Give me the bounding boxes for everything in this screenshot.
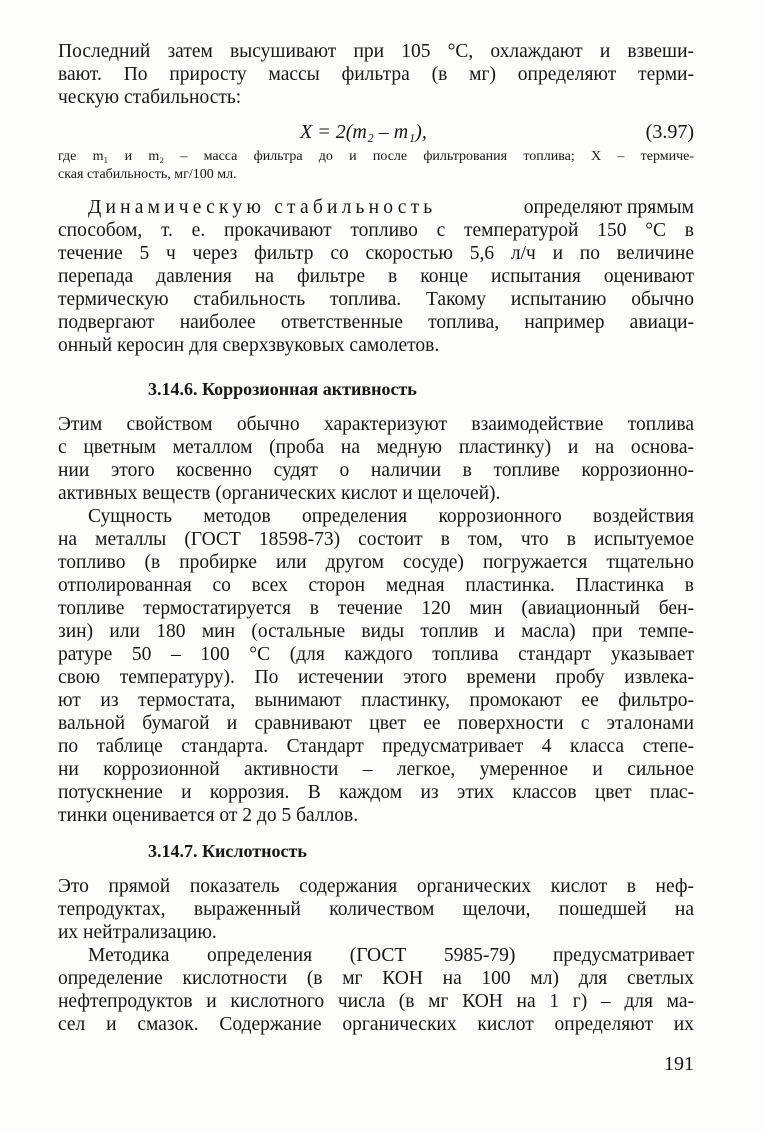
- corrosion-paragraph-1: [58, 413, 694, 505]
- note-line: ская стабильность, мг/100 мл.: [58, 167, 237, 182]
- text-line: тепродуктах, выраженный количеством щелочи, пошедшей на: [58, 899, 694, 920]
- corrosion-paragraph-2: [58, 505, 694, 827]
- text-line: перепада давления на фильтре в конце испытания оценивают: [58, 266, 694, 287]
- text-fragment: определяют прямым: [523, 197, 694, 218]
- text-line: отполированная со всех сторон медная пластинка. Пластинка в: [58, 575, 694, 596]
- text-line: подвергают наиболее ответственные топлива, например авиаци-: [58, 312, 694, 333]
- acidity-paragraph-1: [58, 875, 694, 944]
- text-line: способом, т. е. прокачивают топливо с температурой 150 °С в: [58, 220, 694, 241]
- text-line: течение 5 ч через фильтр со скоростью 5,6 л/ч и по величине: [58, 243, 694, 264]
- text-line: с цветным металлом (проба на медную пластинку) и на основа-: [58, 437, 694, 458]
- text-line: нефтепродуктов и кислотного числа (в мг КОН на 1 г) – для ма-: [58, 991, 694, 1012]
- text-line: сел и смазок. Содержание органических кислот определяют их: [58, 1014, 694, 1035]
- page-number: 191: [664, 1053, 694, 1075]
- section-heading: 3.14.7. Кислотность: [148, 841, 307, 861]
- text-line: топливо (в пробирке или другом сосуде) погружается тщательно: [58, 552, 694, 573]
- text-line: определение кислотности (в мг КОН на 100 мл) для светлых: [58, 968, 694, 989]
- text-line: их нейтрализацию.: [58, 922, 217, 943]
- text-line: ратуре 50 – 100 °С (для каждого топлива стандарт указывает: [58, 644, 694, 665]
- text-line: вальной бумагой и сравнивают цвет ее поверхности с эталонами: [58, 713, 694, 734]
- text-line: Этим свойством обычно характеризуют взаимодействие топлива: [58, 414, 694, 435]
- section-heading: 3.14.6. Коррозионная активность: [148, 379, 417, 399]
- text-line: [58, 196, 694, 219]
- text-line: топливе термостатируется в течение 120 мин (авиационный бен-: [58, 598, 694, 619]
- intro-paragraph: [58, 40, 694, 109]
- text-line: ют из термостата, вынимают пластинку, промокают ее фильтро-: [58, 690, 694, 711]
- note-line: где m₁ и m₂ – масса фильтра до и после фильтрования топлива; X – термиче-: [58, 149, 694, 164]
- text-line: потускнение и коррозия. В каждом из этих классов цвет плас-: [58, 782, 694, 803]
- text-line: свою температуру). По истечении этого времени пробу извлека-: [58, 667, 694, 688]
- equation-number: (3.97): [645, 121, 694, 143]
- formula-note: [58, 148, 694, 184]
- text-line: Сущность методов определения коррозионного воздействия: [88, 506, 694, 527]
- text-line: тинки оценивается от 2 до 5 баллов.: [58, 805, 359, 826]
- text-line: активных веществ (органических кислот и щелочей).: [58, 483, 501, 504]
- formula: X = 2(m₂ – m₁),: [300, 121, 427, 143]
- acidity-paragraph-2: [58, 944, 694, 1036]
- text-line: ческую стабильность:: [58, 87, 242, 108]
- text-line: Это прямой показатель содержания органических кислот в неф-: [58, 876, 694, 897]
- text-line: Последний затем высушивают при 105 °С, охлаждают и взвеши-: [58, 41, 694, 62]
- text-line: термическую стабильность топлива. Такому испытанию обычно: [58, 289, 694, 310]
- text-line: ни коррозионной активности – легкое, умеренное и сильное: [58, 759, 694, 780]
- dynamic-stability-paragraph: [58, 196, 694, 357]
- text-line: вают. По приросту массы фильтра (в мг) определяют терми-: [58, 64, 694, 85]
- spaced-term: Динамическую стабильность: [88, 197, 437, 218]
- text-line: на металлы (ГОСТ 18598-73) состоит в том, что в испытуемое: [58, 529, 694, 550]
- text-line: Методика определения (ГОСТ 5985-79) предусматривает: [88, 945, 694, 966]
- text-line: по таблице стандарта. Стандарт предусматривает 4 класса степе-: [58, 736, 694, 757]
- text-line: нии этого косвенно судят о наличии в топливе коррозионно-: [58, 460, 694, 481]
- text-line: зин) или 180 мин (остальные виды топлив и масла) при темпе-: [58, 621, 694, 642]
- text-line: онный керосин для сверхзвуковых самолетов.: [58, 335, 440, 356]
